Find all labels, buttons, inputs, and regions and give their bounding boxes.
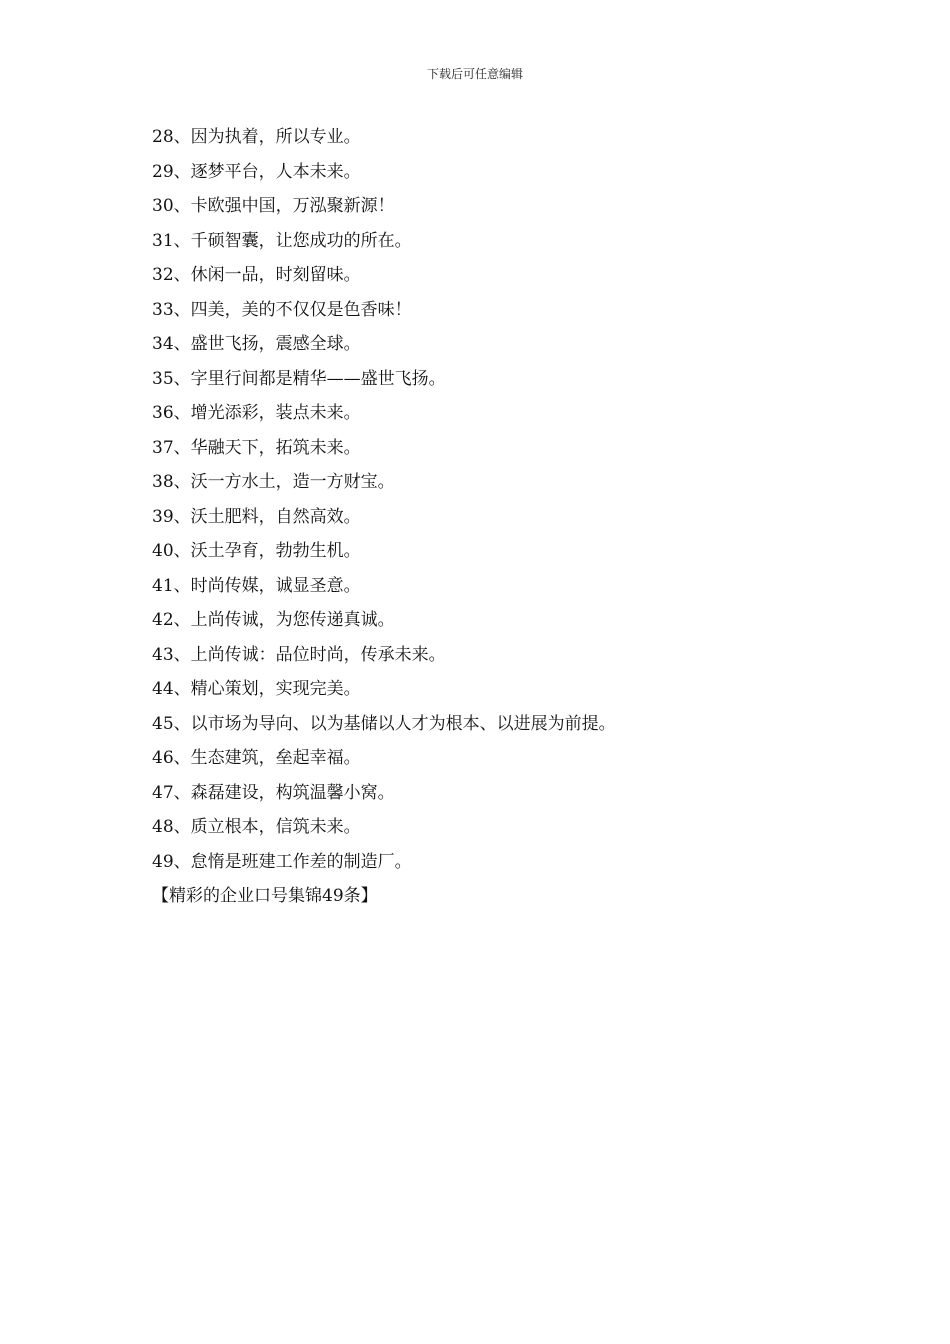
list-item: 47、森磊建设，构筑温馨小窝。 [152,782,395,803]
list-item: 49、怠惰是班建工作差的制造厂。 [152,851,412,872]
list-item: 43、上尚传诚：品位时尚，传承未来。 [152,644,446,665]
list-item: 38、沃一方水土，造一方财宝。 [152,472,395,492]
list-item: 37、华融天下，拓筑未来。 [152,437,361,458]
list-item: 46、生态建筑，垒起幸福。 [152,748,361,768]
slogan-list [152,124,852,918]
list-item: 39、沃土肥料，自然高效。 [152,506,361,527]
list-item: 35、字里行间都是精华——盛世飞扬。 [152,368,446,389]
list-item: 28、因为执着，所以专业。 [152,127,361,147]
list-item: 30、卡欧强中国，万泓聚新源！ [152,196,395,216]
header-note: 下载后可任意编辑 [426,67,523,81]
list-item: 41、时尚传媒，诚显圣意。 [152,575,361,596]
list-item: 36、增光添彩，装点未来。 [152,403,361,423]
collection-title: 【精彩的企业口号集锦49条】 [152,886,378,906]
list-item: 45、以市场为导向、以为基储以人才为根本、以进展为前提。 [152,713,616,734]
list-item: 48、质立根本，信筑未来。 [152,817,361,837]
list-item: 42、上尚传诚，为您传递真诚。 [152,610,395,630]
list-item: 33、四美，美的不仅仅是色香味！ [152,299,412,320]
list-item: 29、逐梦平台，人本未来。 [152,161,361,182]
list-item: 34、盛世飞扬，震感全球。 [152,334,361,354]
list-item: 40、沃土孕育，勃勃生机。 [152,541,361,561]
list-item: 31、千硕智囊，让您成功的所在。 [152,230,412,251]
list-item: 32、休闲一品，时刻留味。 [152,265,361,285]
list-item: 44、精心策划，实现完美。 [152,679,361,699]
